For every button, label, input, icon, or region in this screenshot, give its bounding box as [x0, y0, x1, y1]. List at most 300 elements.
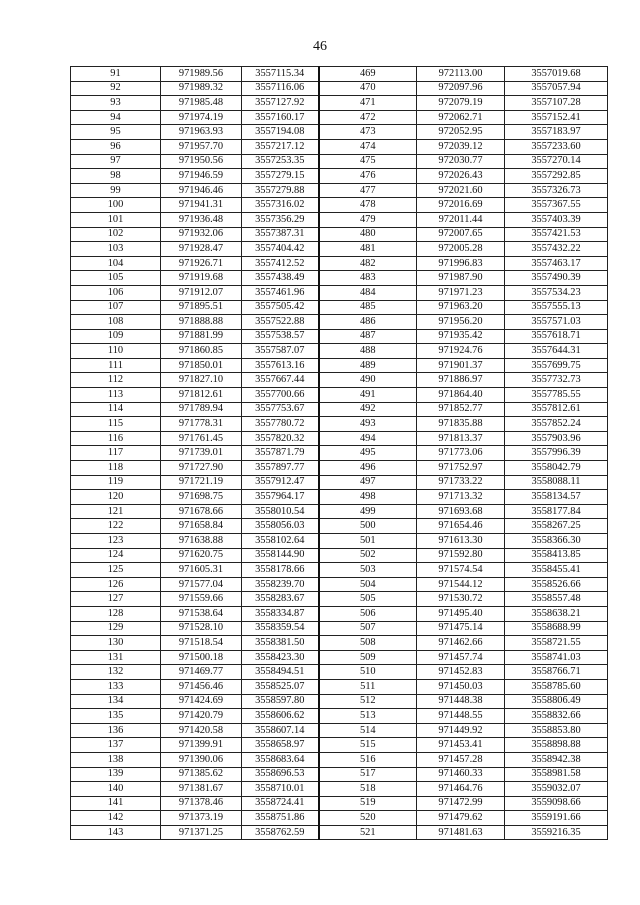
point-number-right: 475 [319, 154, 417, 169]
table-row [71, 154, 608, 169]
y-coordinate-right: 3558088.11 [505, 475, 608, 490]
point-number-right: 503 [319, 563, 417, 578]
y-coordinate-right: 3557644.31 [505, 344, 608, 359]
table-row [71, 300, 608, 315]
y-coordinate-right: 3558741.03 [505, 650, 608, 665]
point-number-left: 98 [71, 169, 161, 184]
x-coordinate-left: 971963.93 [161, 125, 242, 140]
point-number-right: 470 [319, 81, 417, 96]
y-coordinate-right: 3557326.73 [505, 183, 608, 198]
x-coordinate-right: 972026.43 [417, 169, 505, 184]
table-row [71, 227, 608, 242]
point-number-left: 99 [71, 183, 161, 198]
point-number-right: 497 [319, 475, 417, 490]
point-number-left: 127 [71, 592, 161, 607]
x-coordinate-right: 971530.72 [417, 592, 505, 607]
point-number-right: 501 [319, 534, 417, 549]
point-number-right: 507 [319, 621, 417, 636]
y-coordinate-left: 3558751.86 [242, 811, 319, 826]
table-row [71, 256, 608, 271]
x-coordinate-right: 971924.76 [417, 344, 505, 359]
y-coordinate-right: 3557421.53 [505, 227, 608, 242]
x-coordinate-right: 971713.32 [417, 490, 505, 505]
x-coordinate-left: 971420.79 [161, 709, 242, 724]
y-coordinate-right: 3557699.75 [505, 358, 608, 373]
point-number-left: 114 [71, 402, 161, 417]
table-row [71, 782, 608, 797]
point-number-right: 515 [319, 738, 417, 753]
y-coordinate-left: 3557753.67 [242, 402, 319, 417]
point-number-left: 95 [71, 125, 161, 140]
x-coordinate-right: 971452.83 [417, 665, 505, 680]
x-coordinate-left: 971761.45 [161, 431, 242, 446]
point-number-right: 521 [319, 825, 417, 840]
table-row [71, 738, 608, 753]
y-coordinate-left: 3558597.80 [242, 694, 319, 709]
x-coordinate-right: 971813.37 [417, 431, 505, 446]
point-number-right: 474 [319, 139, 417, 154]
table-row [71, 548, 608, 563]
point-number-left: 91 [71, 67, 161, 82]
table-row [71, 679, 608, 694]
table-row [71, 96, 608, 111]
x-coordinate-left: 971390.06 [161, 752, 242, 767]
table-row [71, 504, 608, 519]
x-coordinate-right: 972079.19 [417, 96, 505, 111]
x-coordinate-right: 972021.60 [417, 183, 505, 198]
y-coordinate-right: 3558981.58 [505, 767, 608, 782]
y-coordinate-left: 3558144.90 [242, 548, 319, 563]
point-number-left: 97 [71, 154, 161, 169]
table-row [71, 271, 608, 286]
x-coordinate-left: 971378.46 [161, 796, 242, 811]
page-number: 46 [313, 39, 327, 54]
table-row [71, 475, 608, 490]
x-coordinate-left: 971881.99 [161, 329, 242, 344]
y-coordinate-right: 3557403.39 [505, 212, 608, 227]
x-coordinate-left: 971912.07 [161, 285, 242, 300]
point-number-right: 472 [319, 110, 417, 125]
point-number-left: 117 [71, 446, 161, 461]
point-number-right: 478 [319, 198, 417, 213]
x-coordinate-right: 971495.40 [417, 606, 505, 621]
point-number-right: 484 [319, 285, 417, 300]
x-coordinate-left: 971456.46 [161, 679, 242, 694]
y-coordinate-right: 3557019.68 [505, 67, 608, 82]
x-coordinate-right: 971773.06 [417, 446, 505, 461]
point-number-left: 130 [71, 636, 161, 651]
x-coordinate-right: 971448.55 [417, 709, 505, 724]
table-row [71, 446, 608, 461]
y-coordinate-left: 3558102.64 [242, 534, 319, 549]
point-number-right: 473 [319, 125, 417, 140]
y-coordinate-left: 3558607.14 [242, 723, 319, 738]
y-coordinate-right: 3558557.48 [505, 592, 608, 607]
point-number-left: 141 [71, 796, 161, 811]
x-coordinate-right: 971835.88 [417, 417, 505, 432]
table-row [71, 606, 608, 621]
point-number-right: 498 [319, 490, 417, 505]
y-coordinate-left: 3557505.42 [242, 300, 319, 315]
y-coordinate-left: 3558239.70 [242, 577, 319, 592]
point-number-right: 504 [319, 577, 417, 592]
y-coordinate-left: 3557522.88 [242, 315, 319, 330]
x-coordinate-left: 971789.94 [161, 402, 242, 417]
x-coordinate-right: 971448.38 [417, 694, 505, 709]
point-number-right: 469 [319, 67, 417, 82]
x-coordinate-left: 971946.46 [161, 183, 242, 198]
point-number-left: 109 [71, 329, 161, 344]
point-number-left: 101 [71, 212, 161, 227]
table-row [71, 402, 608, 417]
y-coordinate-left: 3557116.06 [242, 81, 319, 96]
point-number-right: 499 [319, 504, 417, 519]
x-coordinate-left: 971559.66 [161, 592, 242, 607]
y-coordinate-left: 3558359.54 [242, 621, 319, 636]
point-number-right: 502 [319, 548, 417, 563]
y-coordinate-right: 3559098.66 [505, 796, 608, 811]
y-coordinate-left: 3557387.31 [242, 227, 319, 242]
y-coordinate-right: 3557996.39 [505, 446, 608, 461]
point-number-left: 112 [71, 373, 161, 388]
x-coordinate-right: 971852.77 [417, 402, 505, 417]
point-number-left: 133 [71, 679, 161, 694]
table-row [71, 242, 608, 257]
point-number-left: 107 [71, 300, 161, 315]
point-number-right: 490 [319, 373, 417, 388]
x-coordinate-left: 971500.18 [161, 650, 242, 665]
y-coordinate-left: 3558606.62 [242, 709, 319, 724]
y-coordinate-right: 3558134.57 [505, 490, 608, 505]
table-row [71, 621, 608, 636]
x-coordinate-right: 971886.97 [417, 373, 505, 388]
x-coordinate-left: 971381.67 [161, 782, 242, 797]
y-coordinate-right: 3557490.39 [505, 271, 608, 286]
x-coordinate-left: 971698.75 [161, 490, 242, 505]
point-number-right: 516 [319, 752, 417, 767]
x-coordinate-right: 972005.28 [417, 242, 505, 257]
y-coordinate-left: 3557160.17 [242, 110, 319, 125]
point-number-right: 512 [319, 694, 417, 709]
point-number-left: 124 [71, 548, 161, 563]
x-coordinate-left: 971950.56 [161, 154, 242, 169]
y-coordinate-right: 3558526.66 [505, 577, 608, 592]
point-number-right: 485 [319, 300, 417, 315]
y-coordinate-left: 3557115.34 [242, 67, 319, 82]
table-row [71, 490, 608, 505]
x-coordinate-left: 971778.31 [161, 417, 242, 432]
x-coordinate-right: 972097.96 [417, 81, 505, 96]
table-row [71, 519, 608, 534]
y-coordinate-right: 3558721.55 [505, 636, 608, 651]
x-coordinate-right: 971457.74 [417, 650, 505, 665]
x-coordinate-left: 971957.70 [161, 139, 242, 154]
point-number-right: 477 [319, 183, 417, 198]
y-coordinate-left: 3557217.12 [242, 139, 319, 154]
table-row [71, 665, 608, 680]
y-coordinate-right: 3557463.17 [505, 256, 608, 271]
table-row [71, 125, 608, 140]
x-coordinate-right: 972011.44 [417, 212, 505, 227]
x-coordinate-right: 971450.03 [417, 679, 505, 694]
table-row [71, 636, 608, 651]
point-number-left: 93 [71, 96, 161, 111]
point-number-left: 142 [71, 811, 161, 826]
point-number-right: 520 [319, 811, 417, 826]
x-coordinate-right: 971481.63 [417, 825, 505, 840]
y-coordinate-right: 3557555.13 [505, 300, 608, 315]
y-coordinate-right: 3558366.30 [505, 534, 608, 549]
y-coordinate-left: 3557316.02 [242, 198, 319, 213]
x-coordinate-right: 971574.54 [417, 563, 505, 578]
point-number-left: 110 [71, 344, 161, 359]
y-coordinate-right: 3557233.60 [505, 139, 608, 154]
y-coordinate-right: 3558413.85 [505, 548, 608, 563]
table-row [71, 212, 608, 227]
x-coordinate-left: 971727.90 [161, 461, 242, 476]
x-coordinate-left: 971620.75 [161, 548, 242, 563]
point-number-left: 139 [71, 767, 161, 782]
table-row [71, 752, 608, 767]
x-coordinate-right: 971453.41 [417, 738, 505, 753]
y-coordinate-left: 3557127.92 [242, 96, 319, 111]
x-coordinate-left: 971936.48 [161, 212, 242, 227]
y-coordinate-left: 3558762.59 [242, 825, 319, 840]
point-number-right: 491 [319, 388, 417, 403]
table-row [71, 67, 608, 82]
x-coordinate-right: 971472.99 [417, 796, 505, 811]
x-coordinate-left: 971721.19 [161, 475, 242, 490]
point-number-right: 488 [319, 344, 417, 359]
table-row [71, 81, 608, 96]
table-row [71, 650, 608, 665]
y-coordinate-left: 3558696.53 [242, 767, 319, 782]
x-coordinate-left: 971827.10 [161, 373, 242, 388]
point-number-left: 96 [71, 139, 161, 154]
point-number-left: 131 [71, 650, 161, 665]
point-number-left: 125 [71, 563, 161, 578]
x-coordinate-right: 971996.83 [417, 256, 505, 271]
y-coordinate-left: 3557438.49 [242, 271, 319, 286]
y-coordinate-left: 3557356.29 [242, 212, 319, 227]
x-coordinate-right: 971963.20 [417, 300, 505, 315]
table-row [71, 417, 608, 432]
point-number-left: 121 [71, 504, 161, 519]
point-number-right: 511 [319, 679, 417, 694]
table-row [71, 723, 608, 738]
table-row [71, 285, 608, 300]
y-coordinate-right: 3559032.07 [505, 782, 608, 797]
table-row [71, 344, 608, 359]
y-coordinate-right: 3557057.94 [505, 81, 608, 96]
x-coordinate-left: 971577.04 [161, 577, 242, 592]
table-row [71, 315, 608, 330]
x-coordinate-right: 971460.33 [417, 767, 505, 782]
y-coordinate-left: 3558494.51 [242, 665, 319, 680]
point-number-left: 102 [71, 227, 161, 242]
x-coordinate-left: 971420.58 [161, 723, 242, 738]
y-coordinate-left: 3558525.07 [242, 679, 319, 694]
x-coordinate-right: 971457.28 [417, 752, 505, 767]
y-coordinate-left: 3558283.67 [242, 592, 319, 607]
y-coordinate-left: 3558658.97 [242, 738, 319, 753]
x-coordinate-left: 971989.32 [161, 81, 242, 96]
point-number-right: 480 [319, 227, 417, 242]
y-coordinate-right: 3558267.25 [505, 519, 608, 534]
point-number-left: 136 [71, 723, 161, 738]
point-number-left: 100 [71, 198, 161, 213]
x-coordinate-right: 972062.71 [417, 110, 505, 125]
point-number-right: 494 [319, 431, 417, 446]
y-coordinate-left: 3558423.30 [242, 650, 319, 665]
x-coordinate-right: 971544.12 [417, 577, 505, 592]
y-coordinate-left: 3557820.32 [242, 431, 319, 446]
point-number-left: 129 [71, 621, 161, 636]
table-row [71, 169, 608, 184]
point-number-right: 479 [319, 212, 417, 227]
x-coordinate-right: 971462.66 [417, 636, 505, 651]
point-number-right: 493 [319, 417, 417, 432]
y-coordinate-left: 3558710.01 [242, 782, 319, 797]
table-row [71, 709, 608, 724]
point-number-left: 106 [71, 285, 161, 300]
x-coordinate-left: 971850.01 [161, 358, 242, 373]
coordinates-table-body [71, 67, 608, 840]
point-number-right: 483 [319, 271, 417, 286]
x-coordinate-left: 971469.77 [161, 665, 242, 680]
x-coordinate-right: 971733.22 [417, 475, 505, 490]
y-coordinate-right: 3558455.41 [505, 563, 608, 578]
point-number-right: 514 [319, 723, 417, 738]
y-coordinate-left: 3558334.87 [242, 606, 319, 621]
point-number-right: 510 [319, 665, 417, 680]
y-coordinate-right: 3557152.41 [505, 110, 608, 125]
point-number-left: 119 [71, 475, 161, 490]
y-coordinate-left: 3557871.79 [242, 446, 319, 461]
x-coordinate-left: 971528.10 [161, 621, 242, 636]
x-coordinate-left: 971888.88 [161, 315, 242, 330]
table-row [71, 139, 608, 154]
point-number-right: 481 [319, 242, 417, 257]
x-coordinate-right: 971864.40 [417, 388, 505, 403]
point-number-right: 495 [319, 446, 417, 461]
table-row [71, 358, 608, 373]
x-coordinate-left: 971538.64 [161, 606, 242, 621]
x-coordinate-left: 971605.31 [161, 563, 242, 578]
y-coordinate-right: 3558832.66 [505, 709, 608, 724]
y-coordinate-left: 3557461.96 [242, 285, 319, 300]
x-coordinate-right: 972007.65 [417, 227, 505, 242]
point-number-left: 140 [71, 782, 161, 797]
x-coordinate-left: 971985.48 [161, 96, 242, 111]
y-coordinate-right: 3557732.73 [505, 373, 608, 388]
x-coordinate-left: 971638.88 [161, 534, 242, 549]
point-number-left: 122 [71, 519, 161, 534]
y-coordinate-right: 3558688.99 [505, 621, 608, 636]
y-coordinate-right: 3558177.84 [505, 504, 608, 519]
point-number-right: 492 [319, 402, 417, 417]
y-coordinate-left: 3558381.50 [242, 636, 319, 651]
point-number-left: 113 [71, 388, 161, 403]
y-coordinate-left: 3557412.52 [242, 256, 319, 271]
x-coordinate-left: 971860.85 [161, 344, 242, 359]
y-coordinate-left: 3557912.47 [242, 475, 319, 490]
y-coordinate-left: 3557194.08 [242, 125, 319, 140]
y-coordinate-left: 3557700.66 [242, 388, 319, 403]
x-coordinate-left: 971424.69 [161, 694, 242, 709]
table-row [71, 198, 608, 213]
point-number-left: 104 [71, 256, 161, 271]
x-coordinate-right: 971449.92 [417, 723, 505, 738]
x-coordinate-left: 971739.01 [161, 446, 242, 461]
y-coordinate-left: 3557780.72 [242, 417, 319, 432]
x-coordinate-left: 971518.54 [161, 636, 242, 651]
y-coordinate-left: 3558010.54 [242, 504, 319, 519]
y-coordinate-right: 3558638.21 [505, 606, 608, 621]
x-coordinate-left: 971812.61 [161, 388, 242, 403]
x-coordinate-right: 971654.46 [417, 519, 505, 534]
y-coordinate-right: 3557852.24 [505, 417, 608, 432]
table-row [71, 388, 608, 403]
point-number-left: 108 [71, 315, 161, 330]
y-coordinate-right: 3557270.14 [505, 154, 608, 169]
y-coordinate-right: 3557571.03 [505, 315, 608, 330]
table-row [71, 329, 608, 344]
point-number-right: 519 [319, 796, 417, 811]
y-coordinate-left: 3557279.15 [242, 169, 319, 184]
y-coordinate-right: 3558766.71 [505, 665, 608, 680]
x-coordinate-left: 971895.51 [161, 300, 242, 315]
y-coordinate-left: 3557613.16 [242, 358, 319, 373]
y-coordinate-left: 3557404.42 [242, 242, 319, 257]
x-coordinate-right: 971901.37 [417, 358, 505, 373]
y-coordinate-left: 3558056.03 [242, 519, 319, 534]
table-row [71, 825, 608, 840]
y-coordinate-left: 3558178.66 [242, 563, 319, 578]
x-coordinate-right: 972030.77 [417, 154, 505, 169]
point-number-right: 496 [319, 461, 417, 476]
table-row [71, 592, 608, 607]
x-coordinate-left: 971658.84 [161, 519, 242, 534]
x-coordinate-right: 971752.97 [417, 461, 505, 476]
y-coordinate-left: 3557897.77 [242, 461, 319, 476]
point-number-left: 111 [71, 358, 161, 373]
y-coordinate-right: 3558806.49 [505, 694, 608, 709]
point-number-right: 505 [319, 592, 417, 607]
point-number-left: 123 [71, 534, 161, 549]
y-coordinate-right: 3558898.88 [505, 738, 608, 753]
table-row [71, 431, 608, 446]
point-number-left: 138 [71, 752, 161, 767]
x-coordinate-left: 971946.59 [161, 169, 242, 184]
x-coordinate-right: 972052.95 [417, 125, 505, 140]
x-coordinate-right: 971987.90 [417, 271, 505, 286]
x-coordinate-right: 971693.68 [417, 504, 505, 519]
x-coordinate-right: 972113.00 [417, 67, 505, 82]
x-coordinate-right: 972039.12 [417, 139, 505, 154]
point-number-left: 120 [71, 490, 161, 505]
x-coordinate-left: 971919.68 [161, 271, 242, 286]
x-coordinate-left: 971989.56 [161, 67, 242, 82]
y-coordinate-right: 3558785.60 [505, 679, 608, 694]
y-coordinate-right: 3557107.28 [505, 96, 608, 111]
y-coordinate-right: 3557534.23 [505, 285, 608, 300]
table-row [71, 577, 608, 592]
x-coordinate-right: 971475.14 [417, 621, 505, 636]
point-number-left: 128 [71, 606, 161, 621]
x-coordinate-left: 971926.71 [161, 256, 242, 271]
y-coordinate-right: 3559191.66 [505, 811, 608, 826]
